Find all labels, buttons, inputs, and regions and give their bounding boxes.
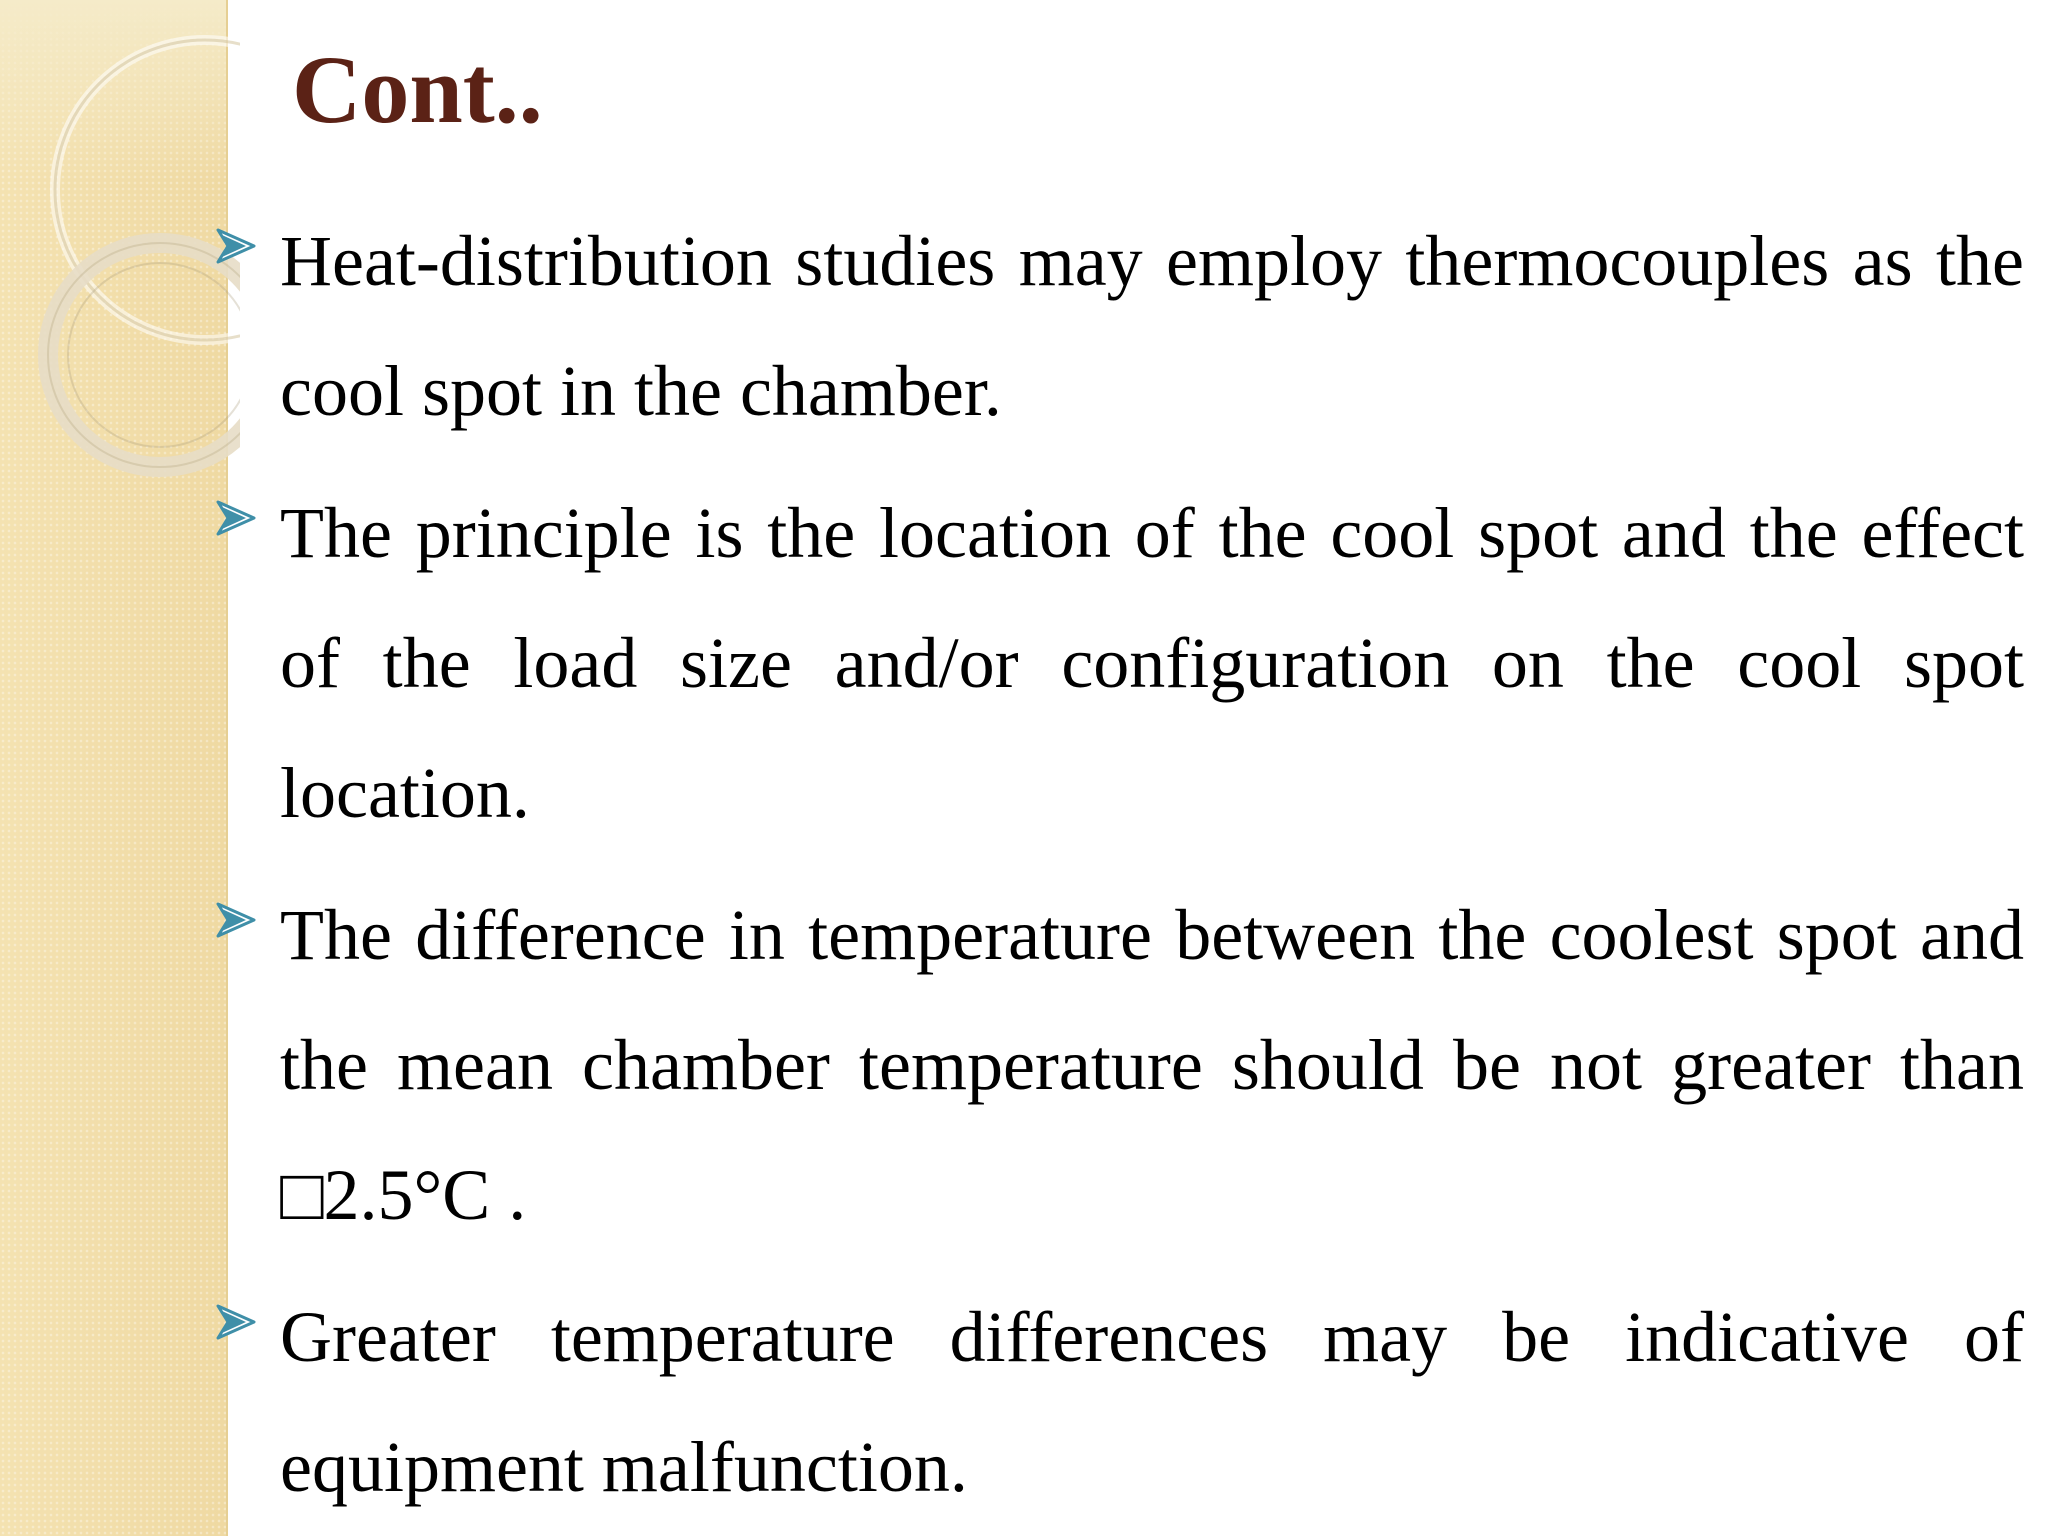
slide-title: Cont.. [292,36,543,143]
bullet-text: The difference in temperature between the coolest spot and the mean chamber temperature should be not greater than □2.5°C . [280,895,2024,1235]
bullet-text: Greater temperature differences may be indicative of equipment malfunction. [280,1297,2024,1507]
bullet-item [214,1272,2024,1532]
decorative-rings [0,0,240,520]
bullet-list [214,196,2024,1536]
bullet-text: The principle is the location of the cool spot and the effect of the load size and/or configuration on the cool spot location. [280,493,2024,833]
bullet-text: Heat-distribution studies may employ thermocouples as the cool spot in the chamber. [280,221,2024,431]
arrow-bullet-icon [214,498,258,538]
bullet-item [214,196,2024,456]
bullet-item [214,468,2024,858]
arrow-bullet-icon [214,900,258,940]
arrow-bullet-icon [214,1302,258,1342]
arrow-bullet-icon [214,226,258,266]
bullet-item [214,870,2024,1260]
